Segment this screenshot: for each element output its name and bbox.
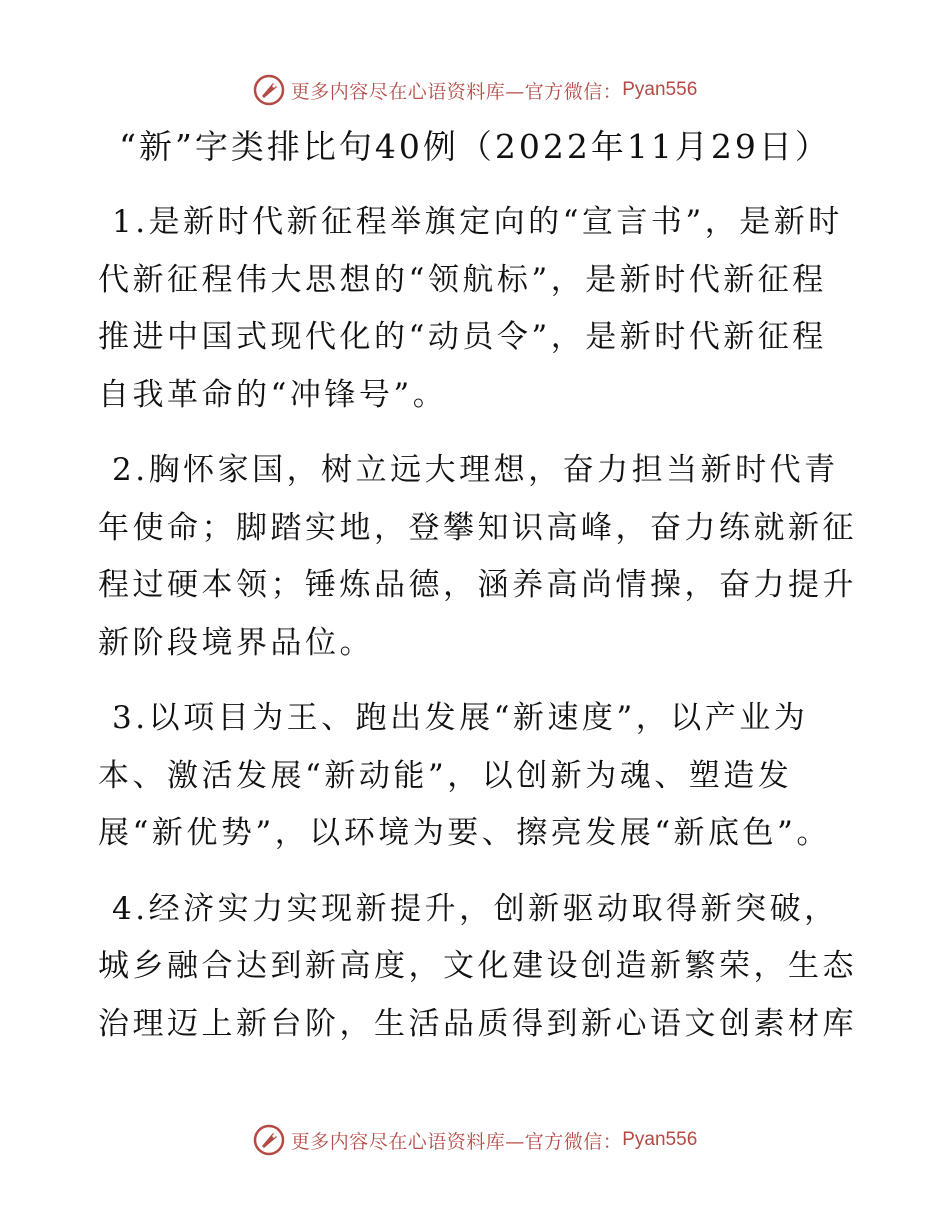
- pen-nib-logo-icon: [253, 1124, 285, 1156]
- paragraph-1: [98, 194, 858, 424]
- paragraph-text: 是新时代新征程举旗定向的“宣言书”，是新时代新征程伟大思想的“领航标”，是新时代新征程推进中国式现代化的“动员令”，是新时代新征程自我革命的“冲锋号”。: [98, 204, 843, 413]
- pen-nib-logo-icon: [253, 74, 285, 106]
- paragraph-number: 4.: [112, 890, 149, 927]
- wechat-id: Pyan556: [622, 1129, 698, 1150]
- paragraph-text: 经济实力实现新提升，创新驱动取得新突破，城乡融合达到新高度，文化建设创造新繁荣，生态治理迈上新台阶，生活品质得到新心语文创素材库: [98, 890, 857, 1042]
- banner-text: 更多内容尽在心语资料库—官方微信：: [290, 80, 623, 103]
- paragraph-text: 胸怀家国，树立远大理想，奋力担当新时代青年使命；脚踏实地，登攀知识高峰，奋力练就新征程过硬本领；锤炼品德，涵养高尚情操，奋力提升新阶段境界品位。: [98, 452, 857, 661]
- paragraph-number: 2.: [112, 452, 149, 488]
- paragraph-2: [98, 442, 858, 672]
- paragraph-3: [98, 690, 858, 863]
- document-body: [98, 194, 858, 1071]
- footer-banner: [0, 1120, 950, 1160]
- paragraph-text: 以项目为王、跑出发展“新速度”，以产业为本、激活发展“新动能”，以创新为魂、塑造发展“新优势”，以环境为要、擦亮发展“新底色”。: [98, 700, 831, 851]
- paragraph-number: 3.: [112, 700, 149, 736]
- document-title: “新”字类排比句40例（2022年11月29日）: [119, 127, 831, 166]
- paragraph-number: 1.: [112, 204, 149, 240]
- wechat-id: Pyan556: [622, 79, 698, 100]
- paragraph-4: [98, 881, 858, 1054]
- banner-text: 更多内容尽在心语资料库—官方微信：: [290, 1130, 623, 1153]
- header-banner: [0, 70, 950, 110]
